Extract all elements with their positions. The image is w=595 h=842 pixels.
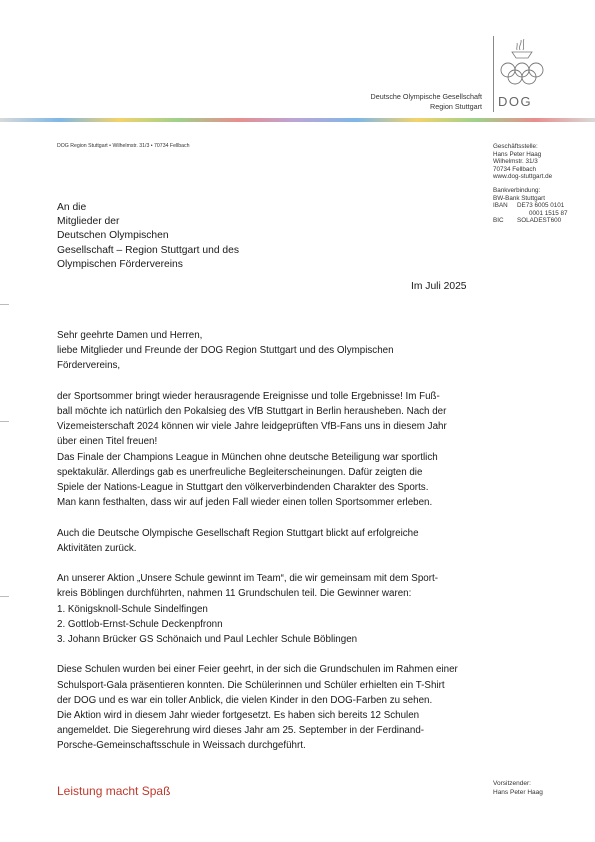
chair-label: Vorsitzender: — [493, 780, 531, 787]
text-line: Vizemeisterschaft 2024 können wir viele Jahre leidgeprüften VfB-Fans uns in diesem Jahr — [57, 421, 447, 433]
salutation — [57, 328, 493, 374]
sender-line: DOG Region Stuttgart • Wilhelmstr. 31/3 • 70734 Fellbach — [57, 143, 190, 149]
office-name: Hans Peter Haag — [493, 150, 542, 158]
text-line: Die Aktion wird in diesem Jahr wieder fortgesetzt. Es haben sich bereits 12 Schulen — [57, 710, 420, 722]
dog-logo — [493, 36, 550, 112]
text-line: Auch die Deutsche Olympische Gesellschaft Region Stuttgart blickt auf erfolgreiche — [57, 527, 419, 539]
recipient-line: Mitglieder der — [57, 216, 120, 228]
paragraph-sportsommer — [57, 389, 493, 511]
iban-1: DE73 6005 0101 — [517, 202, 565, 210]
recipient-line: Gesellschaft – Region Stuttgart und des — [57, 244, 240, 256]
office-heading: Geschäftsstelle: — [493, 143, 538, 150]
text-line: Das Finale der Champions League in München ohne deutsche Beteiligung war sportlich — [57, 451, 438, 463]
text-line: angemeldet. Die Siegerehrung wird dieses Jahr am 25. September in der Ferdinand- — [57, 725, 425, 737]
text-line: Sehr geehrte Damen und Herren, — [57, 330, 203, 341]
iban-2: 0001 1515 87 — [529, 209, 568, 217]
text-line: Schulsport-Gala präsentieren konnten. Die Schülerinnen und Schüler erhielten ein T-Shirt — [57, 679, 445, 691]
recipient-line: Olympischen Fördervereins — [57, 258, 183, 270]
fold-mark — [0, 596, 9, 597]
iban-label: IBAN — [493, 202, 508, 210]
recipient-line: An die — [57, 202, 87, 213]
bic: SOLADEST600 — [517, 217, 562, 225]
text-line: An unserer Aktion „Unsere Schule gewinnt im Team“, die wir gemeinsam mit dem Sport- — [57, 573, 438, 585]
org-line-1: Deutsche Olympische Gesellschaft — [370, 92, 482, 101]
bank-heading: Bankverbindung: — [493, 186, 541, 194]
sidebar-info — [493, 143, 568, 231]
text-line: Aktivitäten zurück. — [57, 542, 137, 554]
list-item: 1. Königsknoll-Schule Sindelfingen — [57, 603, 208, 615]
paragraph-activities — [57, 526, 493, 556]
paragraph-ceremony — [57, 662, 493, 753]
text-line: Man kann festhalten, dass wir auf jeden Fall wieder einen tollen Sportsommer erleben. — [57, 497, 433, 509]
organization-name — [371, 92, 482, 111]
office-web: www.dog-stuttgart.de — [493, 173, 553, 181]
bic-label: BIC — [493, 217, 504, 225]
text-line: Fördervereins, — [57, 360, 121, 372]
letter-body — [57, 328, 493, 769]
office-block — [493, 143, 568, 181]
text-line: der Sportsommer bringt wieder herausragende Ereignisse und tolle Ergebnisse! Im Fuß- — [57, 390, 440, 402]
olympic-rings-flame-icon — [494, 36, 550, 94]
list-item: 2. Gottlob-Ernst-Schule Deckenpfronn — [57, 618, 223, 630]
text-line: der DOG und es war ein toller Anblick, die vielen Kinder in den DOG-Farben zu sehen. — [57, 694, 433, 706]
text-line: Porsche-Gemeinschaftsschule in Weissach durchgeführt. — [57, 740, 306, 752]
text-line: über einen Titel freuen! — [57, 436, 158, 448]
list-item: 3. Johann Brücker GS Schönaich und Paul Lechler Schule Böblingen — [57, 634, 358, 646]
text-line: liebe Mitglieder und Freunde der DOG Region Stuttgart und des Olympischen — [57, 345, 394, 357]
bank-block — [493, 187, 568, 225]
text-line: kreis Böblingen durchführten, nahmen 11 Grundschulen teil. Die Gewinner waren: — [57, 588, 412, 600]
office-street: Wilhelmstr. 31/3 — [493, 158, 538, 166]
letter-date: Im Juli 2025 — [411, 281, 467, 292]
text-line: ball möchte ich natürlich den Pokalsieg des VfB Stuttgart in Berlin herausheben. Nach der — [57, 406, 447, 417]
chairman-block — [493, 780, 543, 797]
text-line: spektakulär. Allerdings gab es unerfreuliche Begleiterscheinungen. Dafür zeigten die — [57, 466, 423, 478]
text-line: Spiele der Nations-League in Stuttgart den völkerverbindenden Charakter des Sports. — [57, 482, 429, 494]
color-stripe — [0, 118, 595, 122]
org-line-2: Region Stuttgart — [430, 101, 482, 111]
recipient-line: Deutschen Olympischen — [57, 230, 169, 242]
winners-list — [57, 602, 493, 648]
fold-mark — [0, 304, 9, 305]
recipient-address — [57, 201, 239, 272]
logo-text: DOG — [498, 94, 533, 109]
slogan: Leistung macht Spaß — [57, 784, 171, 798]
bank-name: BW-Bank Stuttgart — [493, 194, 546, 202]
bank-details — [493, 202, 568, 225]
punch-mark — [0, 421, 9, 422]
chair-name: Hans Peter Haag — [493, 788, 543, 796]
text-line: Diese Schulen wurden bei einer Feier geehrt, in der sich die Grundschulen im Rahmen einer — [57, 664, 458, 676]
paragraph-school-action — [57, 571, 493, 601]
office-city: 70734 Fellbach — [493, 165, 537, 173]
